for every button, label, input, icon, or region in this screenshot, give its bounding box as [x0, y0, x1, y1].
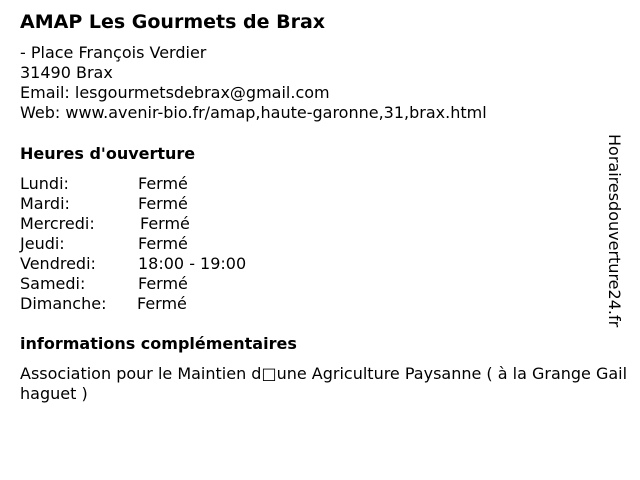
hours-day-value: Fermé: [138, 274, 188, 293]
hours-day-label: Lundi:: [20, 174, 69, 193]
hours-day-value: Fermé: [138, 234, 188, 253]
hours-day-value: 18:00 - 19:00: [138, 254, 247, 273]
hours-day-label: Mardi:: [20, 194, 70, 213]
contact-website: Web: www.avenir-bio.fr/amap,haute-garonne,31,brax.html: [20, 103, 487, 122]
opening-hours-heading: Heures d'ouverture: [20, 144, 196, 163]
hours-day-value: Fermé: [138, 194, 188, 213]
business-name: AMAP Les Gourmets de Brax: [20, 11, 326, 33]
address-city: 31490 Brax: [20, 63, 113, 82]
contact-email: Email: lesgourmetsdebrax@gmail.com: [20, 83, 330, 102]
additional-info-text: Association pour le Maintien d□une Agriculture Paysanne ( à la Grange Gailhaguet ): [20, 364, 628, 403]
address-block: [20, 43, 487, 123]
hours-day-label: Mercredi:: [20, 214, 95, 233]
hours-day-label: Dimanche:: [20, 294, 107, 313]
hours-day-value: Fermé: [140, 214, 190, 233]
hours-day-value: Fermé: [138, 174, 188, 193]
side-brand-watermark: Horairesdouverture24.fr: [605, 134, 624, 328]
hours-day-label: Samedi:: [20, 274, 86, 293]
hours-day-value: Fermé: [137, 294, 187, 313]
hours-day-label: Vendredi:: [20, 254, 96, 273]
additional-info-heading: informations complémentaires: [20, 334, 297, 353]
address-street: - Place François Verdier: [20, 43, 207, 62]
hours-day-label: Jeudi:: [20, 234, 65, 253]
